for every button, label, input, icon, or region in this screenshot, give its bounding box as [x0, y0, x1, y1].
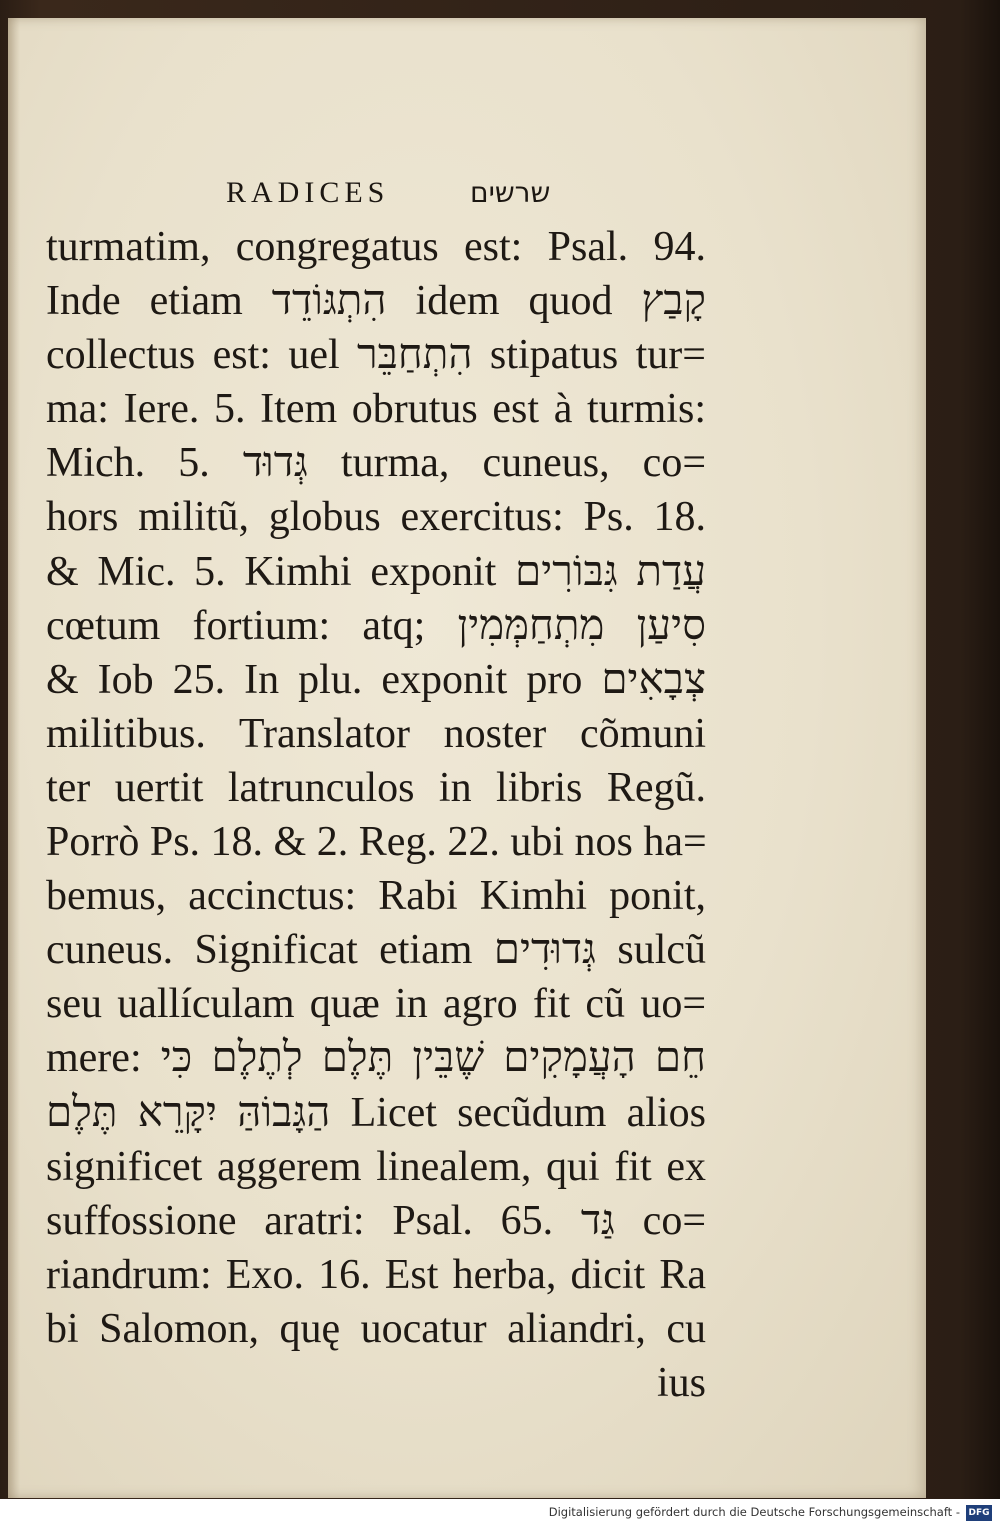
running-head-hebrew: שרשים — [470, 176, 551, 209]
running-head-latin: RADICES — [226, 176, 390, 209]
text-line: cœtum fortium: atq; סִיעַן מִתְחַמְּמִין — [46, 602, 706, 649]
text-line: turmatim, congregatus est: Psal. 94. — [46, 224, 706, 270]
text-line: Inde etiam הִתְגּוֹדֵד idem quod קָבַץ — [46, 278, 706, 325]
text-line: mere: חֵם הָעֲמָקִים שֶׁבֵּין תֶּלֶם לְתֶלֶם כִּי — [46, 1035, 706, 1082]
text-line: riandrum: Exo. 16. Est herba, dicit Ra — [46, 1251, 706, 1298]
text-line: significet aggerem linealem, qui fit ex — [46, 1143, 706, 1190]
text-line: bemus, accinctus: Rabi Kimhi ponit, — [46, 873, 706, 920]
page-gutter-shadow — [8, 18, 20, 1498]
text-line: bi Salomon, quę uocatur aliandri, cu — [46, 1305, 706, 1352]
text-line: cuneus. Significat etiam גְּדוּדִים sulcũ — [46, 927, 706, 974]
text-line-catchword: ius — [656, 1359, 706, 1406]
footer-credit: Digitalisierung gefördert durch die Deutsche Forschungsgemeinschaft - — [548, 1505, 960, 1519]
text-line: הַגָּבוֹהַּ יִקָּרֵא תֶּלֶם Licet secũdum alios — [46, 1089, 706, 1136]
text-line: & Iob 25. In plu. exponit pro צְבָאִים — [46, 656, 706, 703]
digitization-footer — [0, 1499, 1000, 1529]
text-line: ma: Iere. 5. Item obrutus est à turmis: — [46, 386, 706, 433]
text-line: Mich. 5. גְּדוּד turma, cuneus, co= — [46, 440, 707, 487]
text-line: suffossione aratri: Psal. 65. גַּד co= — [46, 1197, 706, 1244]
text-line: militibus. Translator noster cõmuni — [46, 710, 706, 757]
running-head — [218, 166, 598, 216]
text-line: ter uertit latrunculos in libris Regũ. — [46, 764, 706, 811]
text-line: & Mic. 5. Kimhi exponit עֲדַת גִּבּוֹרִים — [46, 548, 706, 595]
text-line: hors militũ, globus exercitus: Ps. 18. — [46, 494, 706, 541]
body-text — [46, 220, 706, 1410]
text-line: collectus est: uel הִתְחַבֵּר stipatus tur= — [46, 332, 706, 379]
book-page — [8, 18, 926, 1498]
dfg-logo-icon: DFG — [966, 1505, 992, 1521]
text-line: seu uallículam quæ in agro fit cũ uo= — [46, 981, 706, 1028]
text-line: Porrò Ps. 18. & 2. Reg. 22. ubi nos ha= — [46, 819, 707, 866]
